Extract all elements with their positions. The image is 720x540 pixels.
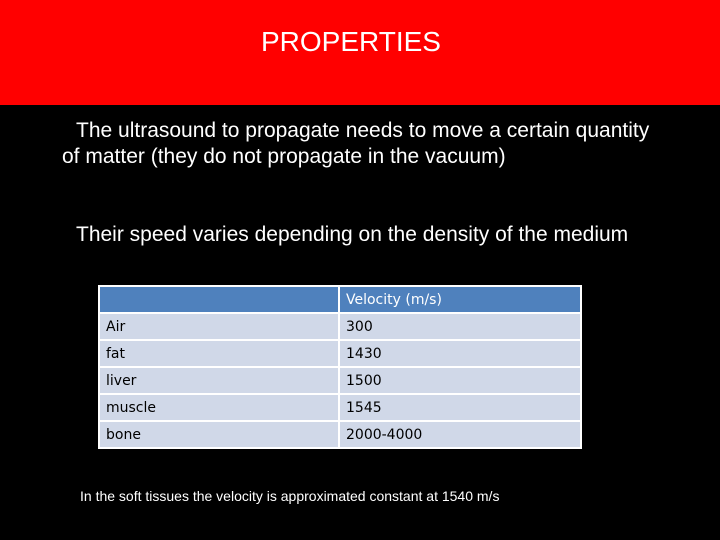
table-cell-medium: muscle	[99, 394, 339, 421]
velocity-table	[98, 285, 582, 449]
table-cell-medium: fat	[99, 340, 339, 367]
table-row	[99, 367, 581, 394]
table-cell-velocity: 300	[339, 313, 581, 340]
paragraph-propagation: The ultrasound to propagate needs to move a certain quantity of matter (they do not propagate in the vacuum)	[62, 119, 650, 168]
table-cell-velocity: 2000-4000	[339, 421, 581, 448]
table-header-medium	[99, 286, 339, 313]
paragraph-speed: Their speed varies depending on the density of the medium	[76, 223, 629, 246]
table-cell-medium: Air	[99, 313, 339, 340]
table-row	[99, 394, 581, 421]
footnote: In the soft tissues the velocity is approximated constant at 1540 m/s	[80, 488, 500, 504]
slide-title: PROPERTIES	[261, 26, 441, 57]
table-cell-velocity: 1545	[339, 394, 581, 421]
table-cell-medium: bone	[99, 421, 339, 448]
table-cell-medium: liver	[99, 367, 339, 394]
table-row	[99, 421, 581, 448]
table-header-row	[99, 286, 581, 313]
table-header-velocity: Velocity (m/s)	[339, 286, 581, 313]
table-cell-velocity: 1430	[339, 340, 581, 367]
table-row	[99, 313, 581, 340]
table-row	[99, 340, 581, 367]
table-cell-velocity: 1500	[339, 367, 581, 394]
